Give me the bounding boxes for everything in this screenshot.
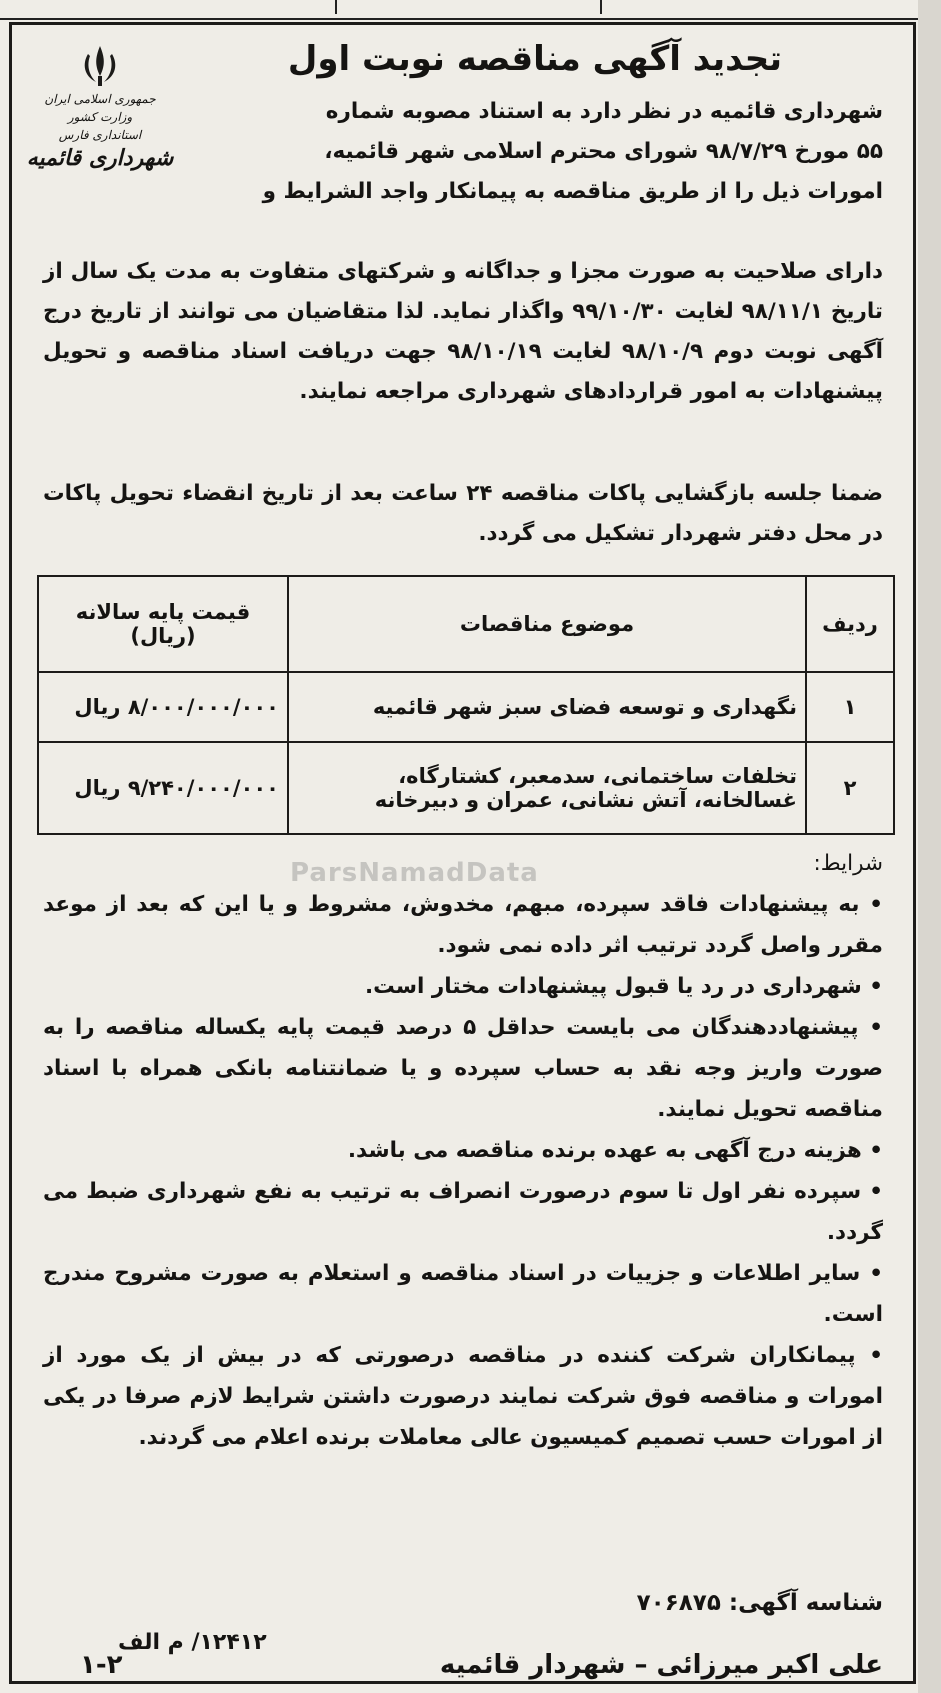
emblem-org: شهرداری قائمیه bbox=[26, 146, 174, 171]
condition-item: • به پیشنهادات فاقد سپرده، مبهم، مخدوش، مشروط و یا این که بعد از موعد مقرر واصل گردد ترتیب اثر داده نمی شود. bbox=[43, 892, 883, 958]
header-base-price: قیمت پایه سالانه (ریال) bbox=[38, 576, 288, 672]
signature: علی اکبر میرزائی – شهردار قائمیه bbox=[439, 1650, 883, 1680]
table-row bbox=[38, 742, 894, 834]
condition-item: • پیشنهاددهندگان می بایست حداقل ۵ درصد قیمت پایه یکساله مناقصه را به صورت واریز وجه نقد به حساب سپرده و یا ضمانتنامه بانکی همراه با اسناد مناقصه تحویل نمایند. bbox=[43, 1015, 883, 1122]
intro-line: شهرداری قائمیه در نظر دارد به استناد مصوبه شماره bbox=[325, 99, 883, 124]
page-margin bbox=[918, 0, 941, 1693]
ad-identifier: شناسه آگهی: ۷۰۶۸۷۵ bbox=[636, 1590, 883, 1616]
row-price: ۹/۲۴۰/۰۰۰/۰۰۰ ریال bbox=[38, 742, 288, 834]
emblem-line: استانداری فارس bbox=[58, 128, 142, 142]
emblem-line: جمهوری اسلامی ایران bbox=[44, 92, 156, 106]
table-row bbox=[38, 672, 894, 742]
row-number: ۲ bbox=[806, 742, 894, 834]
condition-item: • سپرده نفر اول تا سوم درصورت انصراف به ترتیب به نفع شهرداری ضبط می گردد. bbox=[43, 1179, 883, 1245]
opening-session-text: ضمنا جلسه بازگشایی پاکات مناقصه ۲۴ ساعت بعد از تاریخ انقضاء تحویل پاکات در محل دفتر شهردار تشکیل می گردد. bbox=[43, 481, 883, 546]
condition-item: • سایر اطلاعات و جزییات در اسناد مناقصه و استعلام به صورت مشروح مندرج است. bbox=[43, 1261, 883, 1327]
top-border-strip bbox=[0, 0, 941, 20]
condition-item: • هزینه درج آگهی به عهده برنده مناقصه می باشد. bbox=[347, 1138, 883, 1163]
intro-line: امورات ذیل را از طریق مناقصه به پیمانکار واجد الشرایط و bbox=[262, 179, 883, 204]
row-subject: نگهداری و توسعه فضای سبز شهر قائمیه bbox=[288, 672, 806, 742]
row-price: ۸/۰۰۰/۰۰۰/۰۰۰ ریال bbox=[38, 672, 288, 742]
condition-item: • پیمانکاران شرکت کننده در مناقصه درصورتی که در بیش از یک مورد از امورات و مناقصه فوق شرکت نمایند درصورت داشتن شرایط لازم صرفا در یکی از امورات حسب تصمیم کمیسیون عالی معاملات برنده اعلام می گردند. bbox=[43, 1343, 883, 1450]
watermark: ParsNamadData bbox=[290, 858, 539, 888]
header-row-number: ردیف bbox=[806, 576, 894, 672]
notice-title: تجدید آگهی مناقصه نوبت اول bbox=[287, 39, 783, 79]
conditions-heading: شرایط: bbox=[813, 851, 883, 876]
column-divider bbox=[600, 0, 602, 14]
municipality-emblem bbox=[20, 42, 180, 232]
header-subject: موضوع مناقصات bbox=[288, 576, 806, 672]
reference-number: ۱۲۴۱۲/ م الف bbox=[118, 1630, 267, 1655]
page-code: ۱-۲ bbox=[80, 1650, 123, 1680]
tenders-table bbox=[37, 575, 895, 835]
row-number: ۱ bbox=[806, 672, 894, 742]
intro-continued: دارای صلاحیت به صورت مجزا و جداگانه و شرکتهای متفاوت به مدت یک سال از تاریخ ۹۸/۱۱/۱ لغایت ۹۹/۱۰/۳۰ واگذار نماید. لذا متقاضیان می توانند از تاریخ درج آگهی نوبت دوم ۹۸/۱۰/۹ لغایت ۹۸/۱۰/۱۹ جهت دریافت اسناد مناقصه و تحویل پیشنهادات به امور قراردادهای شهرداری مراجعه نمایند. bbox=[43, 259, 883, 404]
conditions-section bbox=[43, 843, 883, 1458]
table-header-row bbox=[38, 576, 894, 672]
intro-line: ۵۵ مورخ ۹۸/۷/۲۹ شورای محترم اسلامی شهر قائمیه، bbox=[324, 139, 883, 164]
condition-item: • شهرداری در رد یا قبول پیشنهادات مختار است. bbox=[364, 974, 883, 999]
intro-text bbox=[183, 92, 883, 212]
column-divider bbox=[335, 0, 337, 14]
row-subject: تخلفات ساختمانی، سدمعبر، کشتارگاه، غسالخانه، آتش نشانی، عمران و دبیرخانه bbox=[288, 742, 806, 834]
iran-emblem-icon bbox=[78, 42, 122, 90]
emblem-line: وزارت کشور bbox=[67, 110, 133, 124]
